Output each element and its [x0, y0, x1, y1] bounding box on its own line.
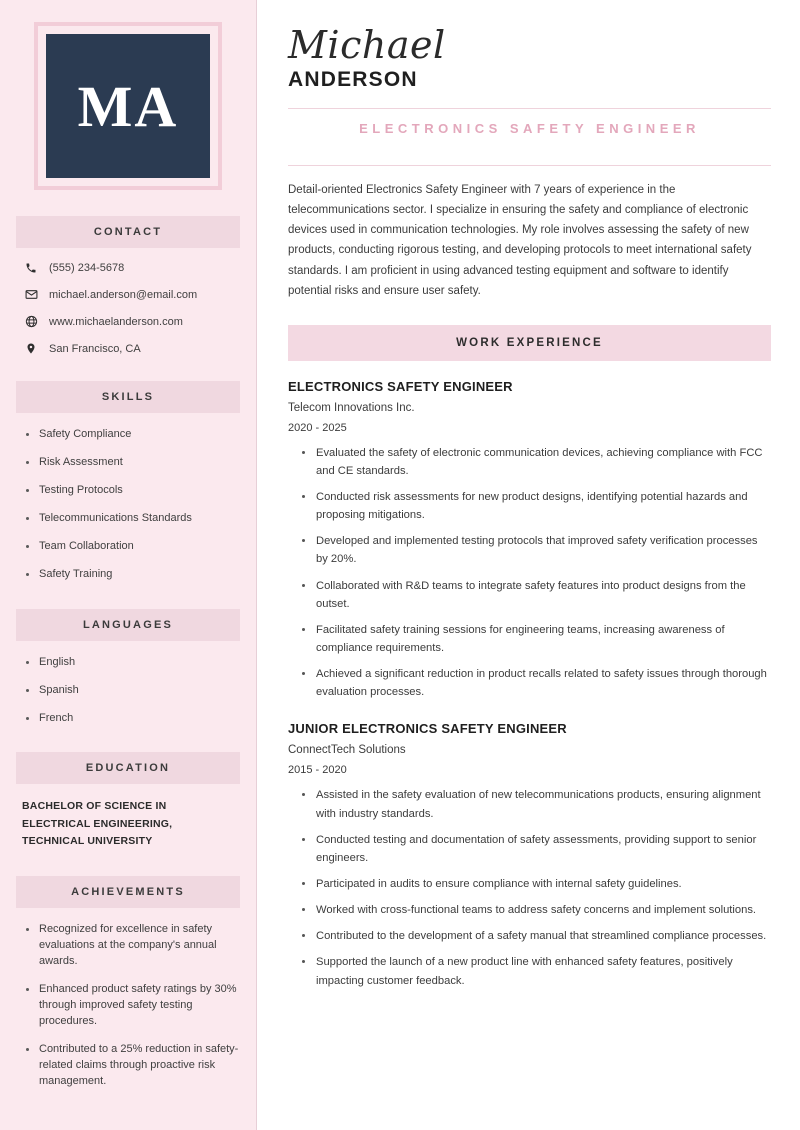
job-title: ELECTRONICS SAFETY ENGINEER — [359, 121, 700, 136]
list-item: Contributed to the development of a safety manual that streamlined compliance processes. — [302, 927, 771, 945]
education-heading: EDUCATION — [16, 752, 240, 784]
experience-points — [288, 444, 771, 702]
contact-location[interactable] — [22, 342, 240, 355]
contact-email-text: michael.anderson@email.com — [49, 288, 198, 301]
list-item: Worked with cross-functional teams to address safety concerns and implement solutions. — [302, 901, 771, 919]
first-name: Michael — [288, 23, 446, 67]
list-item: Team Collaboration — [26, 539, 240, 555]
list-item: Safety Training — [26, 567, 240, 583]
list-item: Safety Compliance — [26, 427, 240, 443]
achievements-list — [16, 922, 240, 1089]
experience-company: ConnectTech Solutions — [288, 744, 406, 757]
contact-phone-text: (555) 234-5678 — [49, 262, 125, 274]
contact-website[interactable] — [22, 315, 240, 328]
globe-icon — [22, 315, 40, 328]
achievements-heading: ACHIEVEMENTS — [16, 876, 240, 908]
contact-phone[interactable] — [22, 262, 240, 274]
list-item: Assisted in the safety evaluation of new telecommunications products, ensuring alignment with industry standards. — [302, 786, 771, 822]
list-item: Participated in audits to ensure compliance with internal safety guidelines. — [302, 875, 771, 893]
contact-heading: CONTACT — [16, 216, 240, 248]
work-experience-heading: WORK EXPERIENCE — [288, 325, 771, 361]
list-item: Collaborated with R&D teams to integrate safety features into product designs from the outset. — [302, 577, 771, 613]
skills-list — [16, 427, 240, 583]
contact-email[interactable] — [22, 288, 240, 301]
section-contact — [16, 216, 240, 355]
section-achievements — [16, 876, 240, 1089]
experience-title: JUNIOR ELECTRONICS SAFETY ENGINEER — [288, 721, 567, 737]
last-name: ANDERSON — [288, 68, 418, 91]
list-item: Risk Assessment — [26, 455, 240, 471]
experience-entry — [288, 379, 771, 702]
list-item: Conducted testing and documentation of safety assessments, providing support to senior engineers. — [302, 831, 771, 867]
list-item: Telecommunications Standards — [26, 511, 240, 527]
contact-website-text: www.michaelanderson.com — [49, 315, 183, 328]
section-skills — [16, 381, 240, 583]
list-item: French — [26, 711, 240, 727]
list-item: Recognized for excellence in safety evaluations at the company's annual awards. — [26, 922, 240, 970]
professional-summary: Detail-oriented Electronics Safety Engineer with 7 years of experience in the telecommunications sector. I specialize in ensuring the safety and compliance of electronic devices used in communication technologies. My role involves assessing the safety of new products, conducting rigorous testing, and developing protocols to meet international safety standards. I am proficient in using advanced testing equipment and software to identify potential risks and ensure user safety. — [288, 184, 752, 297]
list-item: Contributed to a 25% reduction in safety-related claims through proactive risk management. — [26, 1042, 240, 1090]
page-title — [288, 23, 771, 92]
avatar-frame — [34, 22, 222, 190]
list-item: Developed and implemented testing protocols that improved safety verification processes by 20%. — [302, 532, 771, 568]
experience-company: Telecom Innovations Inc. — [288, 401, 415, 414]
languages-list — [16, 655, 240, 727]
experience-dates: 2015 - 2020 — [288, 764, 347, 777]
location-pin-icon — [22, 342, 40, 355]
experience-entry — [288, 721, 771, 989]
section-education — [16, 752, 240, 850]
list-item: Supported the launch of a new product line with enhanced safety features, positively impacting customer feedback. — [302, 953, 771, 989]
experience-title: ELECTRONICS SAFETY ENGINEER — [288, 378, 513, 394]
main-content — [257, 0, 800, 1130]
sidebar — [0, 0, 256, 1130]
avatar: MA — [46, 34, 210, 178]
list-item: Facilitated safety training sessions for engineering teams, increasing awareness of compliance requirements. — [302, 621, 771, 657]
list-item: Spanish — [26, 683, 240, 699]
skills-heading: SKILLS — [16, 381, 240, 413]
education-entry: BACHELOR OF SCIENCE IN ELECTRICAL ENGINEERING, TECHNICAL UNIVERSITY — [22, 800, 173, 848]
list-item: Conducted risk assessments for new product designs, identifying potential hazards and proposing mitigations. — [302, 488, 771, 524]
list-item: Testing Protocols — [26, 483, 240, 499]
list-item: Enhanced product safety ratings by 30% through improved safety testing procedures. — [26, 982, 240, 1030]
title-divider-bottom — [288, 165, 771, 166]
languages-heading: LANGUAGES — [16, 609, 240, 641]
list-item: English — [26, 655, 240, 671]
section-languages — [16, 609, 240, 727]
experience-points — [288, 786, 771, 989]
contact-list — [16, 262, 240, 355]
list-item: Achieved a significant reduction in product recalls related to safety issues through thorough evaluation processes. — [302, 665, 771, 701]
email-icon — [22, 288, 40, 301]
list-item: Evaluated the safety of electronic communication devices, achieving compliance with FCC and CE standards. — [302, 444, 771, 480]
contact-location-text: San Francisco, CA — [49, 342, 141, 355]
experience-dates: 2020 - 2025 — [288, 421, 347, 434]
phone-icon — [22, 262, 40, 274]
